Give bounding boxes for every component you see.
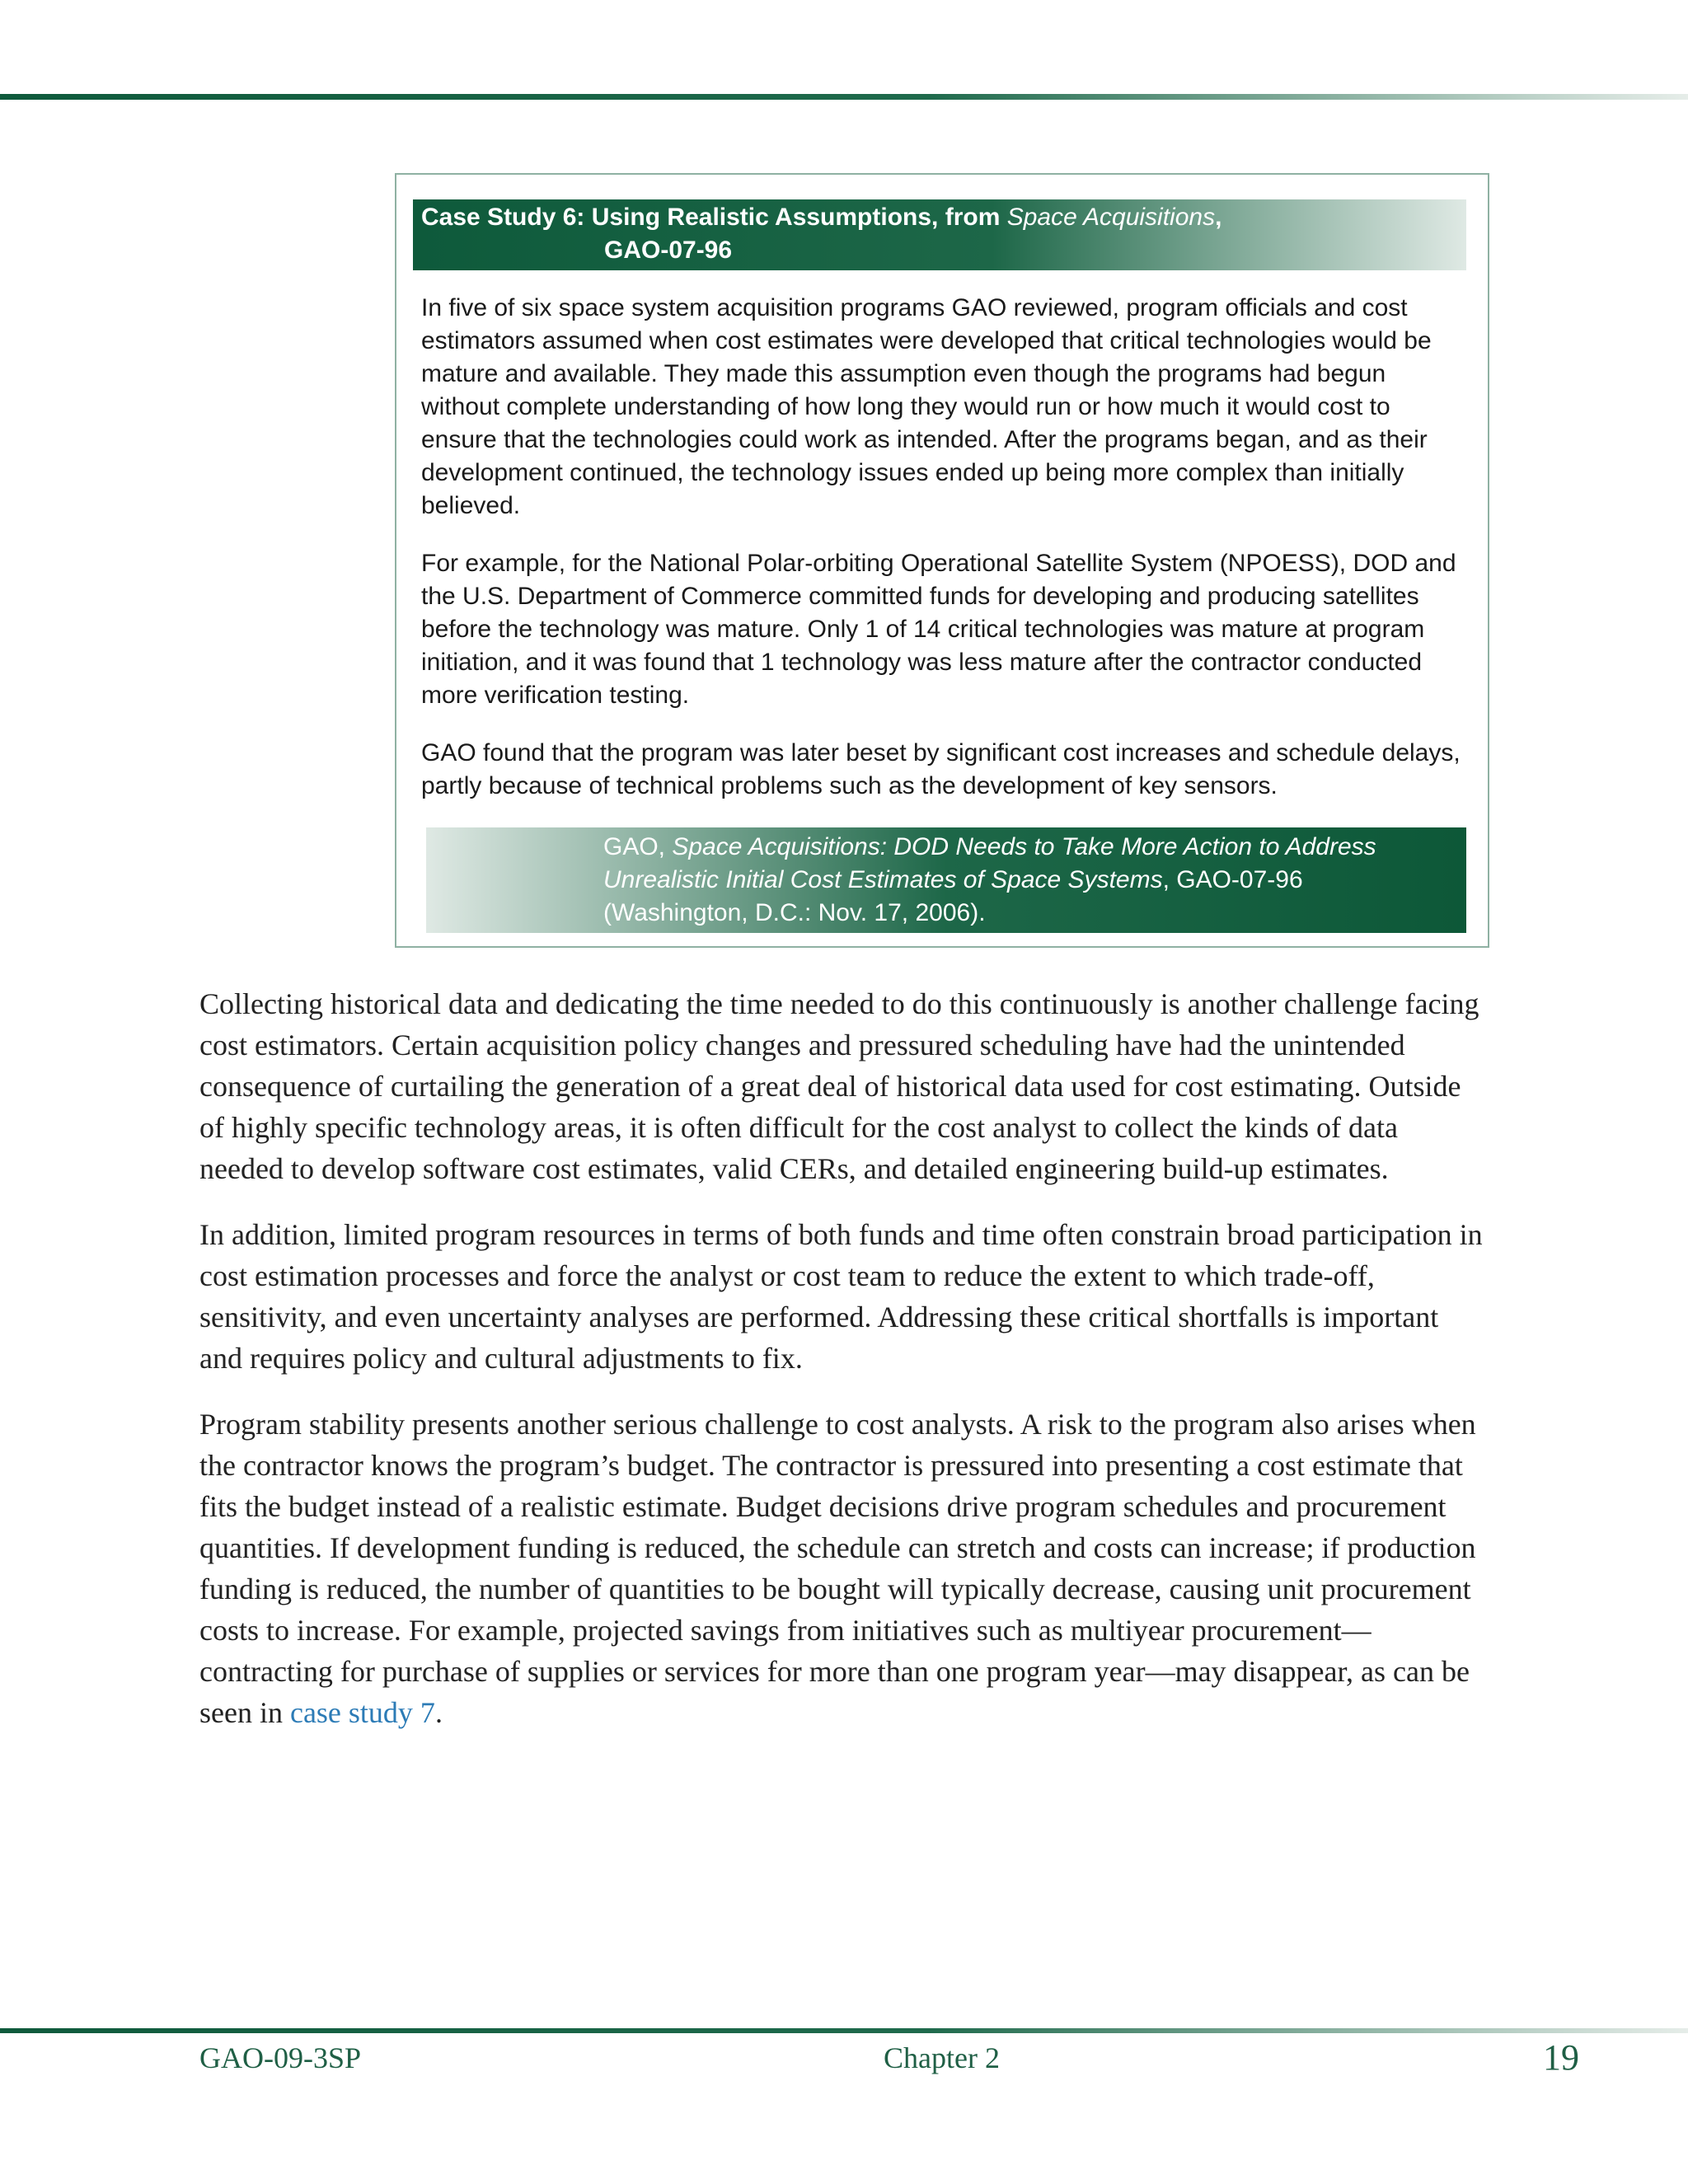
top-rule: [0, 94, 1688, 100]
case-study-title-bold: Case Study 6: Using Realistic Assumptions, from: [421, 204, 1007, 231]
footer-page-number: 19: [1543, 2037, 1579, 2078]
body-paragraph-text: Program stability presents another serious challenge to cost analysts. A risk to the program also arises when the contractor knows the program’s budget. The contractor is pressured into presenting a cost estimate that fits the budget instead of a realistic estimate. Budget decisions drive program schedules and procurement quantities. If development funding is reduced, the schedule can stretch and costs can increase; if production funding is reduced, the number of quantities to be bought will typically decrease, causing unit procurement costs to increase. For example, projected savings from initiatives such as multiyear procurement—contracting for purchase of supplies or services for more than one program year—may disappear, as can be seen in: [199, 1408, 1476, 1729]
case-study-paragraph: GAO found that the program was later beset by significant cost increases and schedule delays, partly because of technical problems such as the development of key sensors.: [421, 739, 1461, 799]
body-paragraph-end: .: [434, 1696, 443, 1729]
citation-prefix: GAO,: [603, 833, 673, 860]
case-study-7-link[interactable]: case study 7: [289, 1696, 435, 1729]
case-study-title-italic: Space Acquisitions: [1006, 204, 1216, 231]
case-study-body: [421, 292, 1468, 827]
citation-suffix: , GAO-07-96 (Washington, D.C.: Nov. 17, 2006).: [603, 866, 1303, 926]
body-paragraph: In addition, limited program resources in terms of both funds and time often constrain broad participation in cost estimation processes and force the analyst or cost team to reduce the extent to which trade-off, sensitivity, and even uncertainty analyses are performed. Addressing these critical shortfalls is important and requires policy and cultural adjustments to fix.: [199, 1218, 1483, 1375]
case-study-citation: [426, 827, 1466, 933]
body-paragraph-last: [199, 1404, 1485, 1733]
case-study-box: [395, 173, 1489, 948]
case-study-title-report: GAO-07-96: [604, 237, 733, 264]
citation-title: Space Acquisitions: DOD Needs to Take More Action to Address Unrealistic Initial Cost Estimates of Space Systems: [603, 833, 1376, 893]
bottom-rule: [0, 2028, 1688, 2033]
case-study-paragraph: In five of six space system acquisition programs GAO reviewed, program officials and cost estimators assumed when cost estimates were developed that critical technologies would be mature and available. They made this assumption even though the programs had begun without complete understanding of how long they would run or how much it would cost to ensure that the technologies could work as intended. After the programs began, and as their development continued, the technology issues ended up being more complex than initially believed.: [421, 294, 1432, 519]
body-paragraph: Collecting historical data and dedicating the time needed to do this continuously is another challenge facing cost estimators. Certain acquisition policy changes and pressured scheduling have had the unintended consequence of curtailing the generation of a great deal of historical data used for cost estimating. Outside of highly specific technology areas, it is often difficult for the cost analyst to collect the kinds of data needed to develop software cost estimates, valid CERs, and detailed engineering build-up estimates.: [199, 987, 1479, 1185]
case-study-paragraph: For example, for the National Polar-orbiting Operational Satellite System (NPOESS), DOD and the U.S. Department of Commerce committed funds for developing and producing satellites before the technology was mature. Only 1 of 14 critical technologies was mature at program initiation, and it was found that 1 technology was less mature after the contractor conducted more verification testing.: [421, 550, 1456, 709]
case-study-title-comma: ,: [1215, 204, 1222, 231]
footer-chapter: Chapter 2: [884, 2041, 1000, 2074]
case-study-title: [413, 199, 1466, 270]
main-body-text: [199, 983, 1485, 1758]
footer-report-id: GAO-09-3SP: [199, 2041, 362, 2074]
